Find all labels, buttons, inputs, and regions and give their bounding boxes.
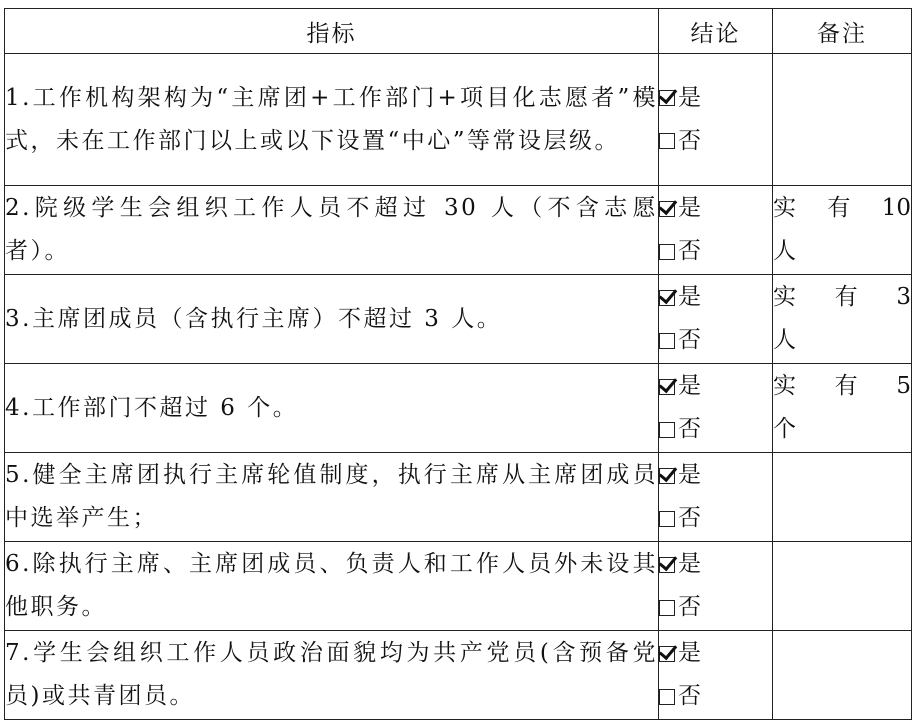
remark-cell bbox=[773, 54, 912, 186]
option-yes[interactable]: 是 bbox=[659, 543, 772, 586]
conclusion-cell bbox=[659, 631, 773, 720]
empty-box-icon[interactable] bbox=[659, 333, 675, 349]
empty-box-icon[interactable] bbox=[659, 422, 675, 438]
checked-box-icon[interactable] bbox=[659, 90, 675, 106]
option-no[interactable]: 否 bbox=[659, 497, 772, 540]
indicator-text: 7.学生会组织工作人员政治面貌均为共产党员(含预备党员)或共青团员。 bbox=[5, 631, 659, 720]
indicator-text: 4.工作部门不超过 6 个。 bbox=[5, 364, 659, 453]
table-row bbox=[5, 54, 912, 186]
option-no[interactable]: 否 bbox=[659, 319, 772, 362]
header-indicator: 指标 bbox=[5, 9, 659, 54]
indicator-text: 1.工作机构架构为“主席团+工作部门+项目化志愿者”模式，未在工作部门以上或以下设置“中心”等常设层级。 bbox=[5, 54, 659, 186]
table-row bbox=[5, 364, 912, 453]
checked-box-icon[interactable] bbox=[659, 379, 675, 395]
option-yes[interactable]: 是 bbox=[659, 187, 772, 230]
checked-box-icon[interactable] bbox=[659, 646, 675, 662]
remark-cell: 实 有 10 人 bbox=[773, 186, 912, 275]
conclusion-cell bbox=[659, 542, 773, 631]
option-yes[interactable]: 是 bbox=[659, 365, 772, 408]
conclusion-cell bbox=[659, 186, 773, 275]
remark-cell bbox=[773, 542, 912, 631]
table-row bbox=[5, 186, 912, 275]
table-row bbox=[5, 631, 912, 720]
option-no[interactable]: 否 bbox=[659, 408, 772, 451]
empty-box-icon[interactable] bbox=[659, 600, 675, 616]
indicator-text: 5.健全主席团执行主席轮值制度，执行主席从主席团成员中选举产生； bbox=[5, 453, 659, 542]
conclusion-cell bbox=[659, 54, 773, 186]
checked-box-icon[interactable] bbox=[659, 201, 675, 217]
empty-box-icon[interactable] bbox=[659, 244, 675, 260]
remark-cell: 实 有 5 个 bbox=[773, 364, 912, 453]
option-no[interactable]: 否 bbox=[659, 120, 772, 163]
option-yes[interactable]: 是 bbox=[659, 454, 772, 497]
table-row bbox=[5, 275, 912, 364]
checked-box-icon[interactable] bbox=[659, 468, 675, 484]
empty-box-icon[interactable] bbox=[659, 133, 675, 149]
header-conclusion: 结论 bbox=[659, 9, 773, 54]
conclusion-cell bbox=[659, 453, 773, 542]
option-yes[interactable]: 是 bbox=[659, 276, 772, 319]
option-yes[interactable]: 是 bbox=[659, 632, 772, 675]
remark-cell: 实 有 3 人 bbox=[773, 275, 912, 364]
option-no[interactable]: 否 bbox=[659, 230, 772, 273]
empty-box-icon[interactable] bbox=[659, 511, 675, 527]
header-remark: 备注 bbox=[773, 9, 912, 54]
checked-box-icon[interactable] bbox=[659, 290, 675, 306]
header-row bbox=[5, 9, 912, 54]
indicator-text: 3.主席团成员（含执行主席）不超过 3 人。 bbox=[5, 275, 659, 364]
option-no[interactable]: 否 bbox=[659, 675, 772, 718]
option-yes[interactable]: 是 bbox=[659, 77, 772, 120]
indicator-text: 6.除执行主席、主席团成员、负责人和工作人员外未设其他职务。 bbox=[5, 542, 659, 631]
indicator-table bbox=[4, 8, 912, 720]
table-row bbox=[5, 542, 912, 631]
indicator-text: 2.院级学生会组织工作人员不超过 30 人（不含志愿者）。 bbox=[5, 186, 659, 275]
empty-box-icon[interactable] bbox=[659, 689, 675, 705]
remark-cell bbox=[773, 453, 912, 542]
conclusion-cell bbox=[659, 275, 773, 364]
conclusion-cell bbox=[659, 364, 773, 453]
checked-box-icon[interactable] bbox=[659, 557, 675, 573]
table-row bbox=[5, 453, 912, 542]
option-no[interactable]: 否 bbox=[659, 586, 772, 629]
remark-cell bbox=[773, 631, 912, 720]
